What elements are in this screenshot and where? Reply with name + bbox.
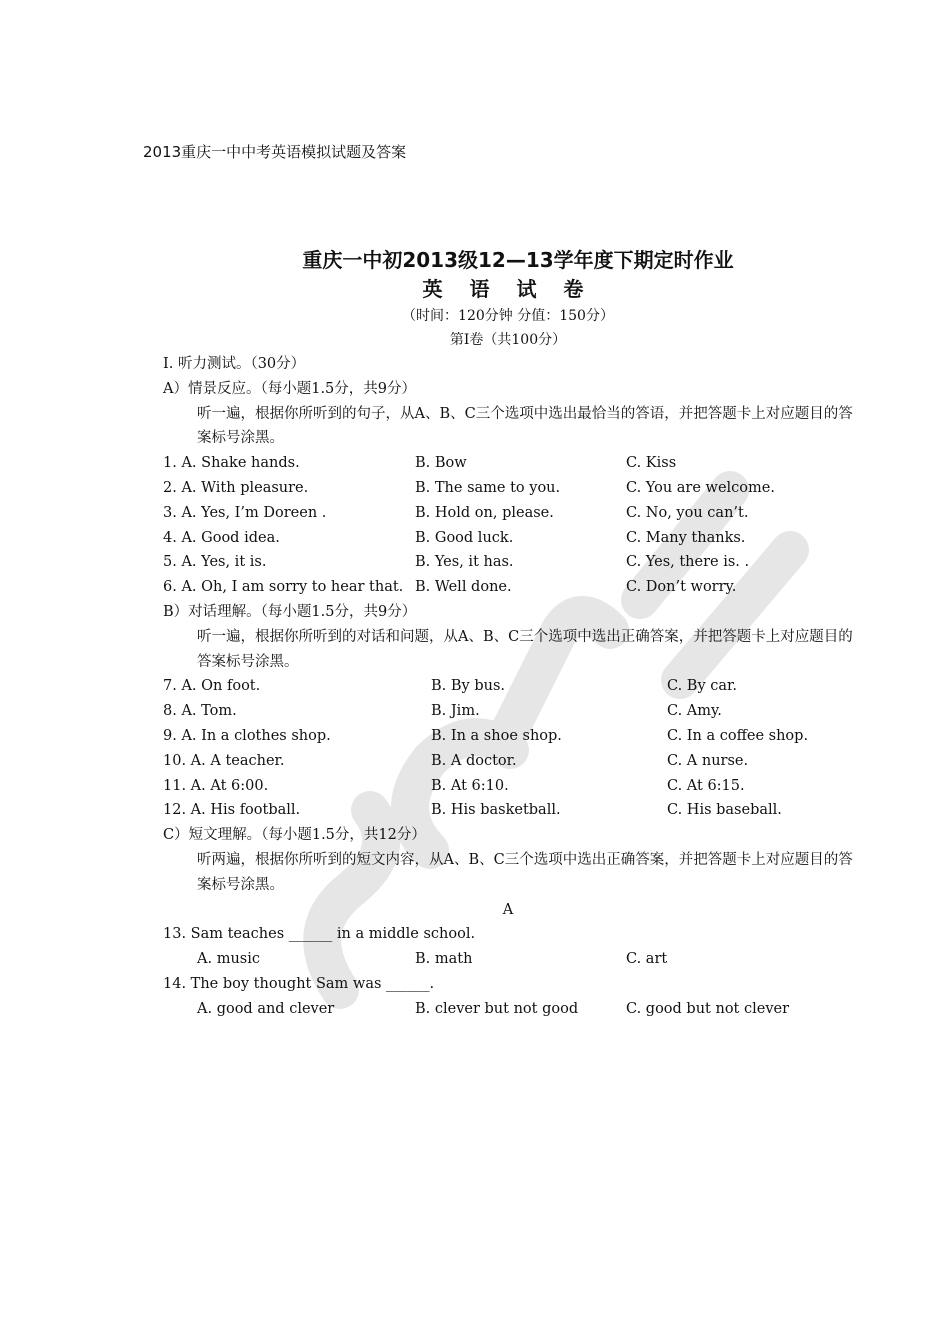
question-row bbox=[163, 575, 853, 600]
option-c: C. In a coffee shop. bbox=[667, 727, 809, 744]
option-b: B. math bbox=[415, 951, 473, 968]
option-b: B. The same to you. bbox=[415, 479, 561, 496]
option-c: C. art bbox=[626, 951, 668, 968]
question-stem: 13. Sam teaches ______ in a middle school. bbox=[163, 926, 476, 943]
question-row bbox=[163, 724, 853, 749]
sectionC-instruction: 听两遍，根据你所听到的短文内容，从A、B、C三个选项中选出正确答案，并把答题卡上对应题目的答案标号涂黑。 bbox=[197, 851, 853, 893]
option-a: A. good and clever bbox=[197, 1000, 335, 1017]
sectionA-instruction: 听一遍，根据你所听到的句子，从A、B、C三个选项中选出最恰当的答语，并把答题卡上对应题目的答案标号涂黑。 bbox=[197, 405, 853, 447]
option-c: C. Amy. bbox=[667, 703, 722, 720]
option-c: C. Yes, there is. . bbox=[626, 554, 750, 571]
option-b: B. Hold on, please. bbox=[415, 504, 554, 521]
question-stem: 14. The boy thought Sam was ______. bbox=[163, 975, 435, 992]
option-c: C. Many thanks. bbox=[626, 529, 746, 546]
option-a: 10. A. A teacher. bbox=[163, 752, 285, 769]
option-c: C. By car. bbox=[667, 678, 737, 695]
question-row bbox=[163, 798, 853, 823]
option-b: B. At 6:10. bbox=[431, 777, 509, 794]
sectionB-heading: B）对话理解。（每小题1.5分，共9分） bbox=[163, 603, 417, 620]
sectionB-instruction: 听一遍，根据你所听到的对话和问题，从A、B、C三个选项中选出正确答案，并把答题卡上对应题目的答案标号涂黑。 bbox=[197, 628, 853, 670]
option-a: A. music bbox=[197, 951, 260, 968]
question-options bbox=[163, 947, 853, 972]
option-a: 11. A. At 6:00. bbox=[163, 777, 269, 794]
exam-paper bbox=[163, 246, 853, 1022]
exam-title: 重庆一中初2013级12—13学年度下期定时作业 bbox=[302, 248, 734, 272]
option-a: 2. A. With pleasure. bbox=[163, 479, 309, 496]
question-row bbox=[163, 699, 853, 724]
option-b: B. Well done. bbox=[415, 579, 512, 596]
option-c: C. You are welcome. bbox=[626, 479, 775, 496]
option-a: 3. A. Yes, I’m Doreen . bbox=[163, 504, 327, 521]
question-row bbox=[163, 501, 853, 526]
option-a: 7. A. On foot. bbox=[163, 678, 261, 695]
option-c: C. Don’t worry. bbox=[626, 579, 737, 596]
passage-label: A bbox=[502, 901, 514, 918]
option-c: C. Kiss bbox=[626, 455, 677, 472]
question-options bbox=[163, 997, 853, 1022]
option-b: B. Yes, it has. bbox=[415, 554, 514, 571]
option-c: C. good but not clever bbox=[626, 1000, 790, 1017]
sectionC-heading: C）短文理解。（每小题1.5分，共12分） bbox=[163, 827, 426, 844]
option-b: B. Good luck. bbox=[415, 529, 514, 546]
question-row bbox=[163, 476, 853, 501]
option-a: 9. A. In a clothes shop. bbox=[163, 727, 331, 744]
time-score: （时间：120分钟 分值：150分） bbox=[402, 308, 614, 324]
option-a: 12. A. His football. bbox=[163, 802, 301, 819]
option-b: B. In a shoe shop. bbox=[431, 727, 562, 744]
option-c: C. No, you can’t. bbox=[626, 504, 749, 521]
option-a: 8. A. Tom. bbox=[163, 703, 237, 720]
option-b: B. His basketball. bbox=[431, 802, 561, 819]
option-c: C. His baseball. bbox=[667, 802, 782, 819]
question-row bbox=[163, 774, 853, 799]
document-header: 2013重庆一中中考英语模拟试题及答案 bbox=[143, 143, 407, 161]
option-a: 4. A. Good idea. bbox=[163, 529, 280, 546]
question-row bbox=[163, 674, 853, 699]
part1-heading: I. 听力测试。（30分） bbox=[163, 356, 306, 372]
question-row bbox=[163, 451, 853, 476]
option-b: B. A doctor. bbox=[431, 752, 517, 769]
question-row bbox=[163, 749, 853, 774]
exam-subtitle: 英 语 试 卷 bbox=[422, 277, 594, 301]
option-c: C. At 6:15. bbox=[667, 777, 745, 794]
option-b: B. clever but not good bbox=[415, 1000, 579, 1017]
question-row bbox=[163, 526, 853, 551]
option-b: B. Bow bbox=[415, 455, 467, 472]
option-a: 5. A. Yes, it is. bbox=[163, 554, 267, 571]
option-c: C. A nurse. bbox=[667, 752, 749, 769]
option-b: B. By bus. bbox=[431, 678, 506, 695]
volume-label: 第Ⅰ卷（共100分） bbox=[449, 332, 567, 348]
option-b: B. Jim. bbox=[431, 703, 480, 720]
sectionA-heading: A）情景反应。（每小题1.5分，共9分） bbox=[163, 380, 417, 397]
question-row bbox=[163, 550, 853, 575]
option-a: 6. A. Oh, I am sorry to hear that. bbox=[163, 579, 404, 596]
option-a: 1. A. Shake hands. bbox=[163, 455, 300, 472]
